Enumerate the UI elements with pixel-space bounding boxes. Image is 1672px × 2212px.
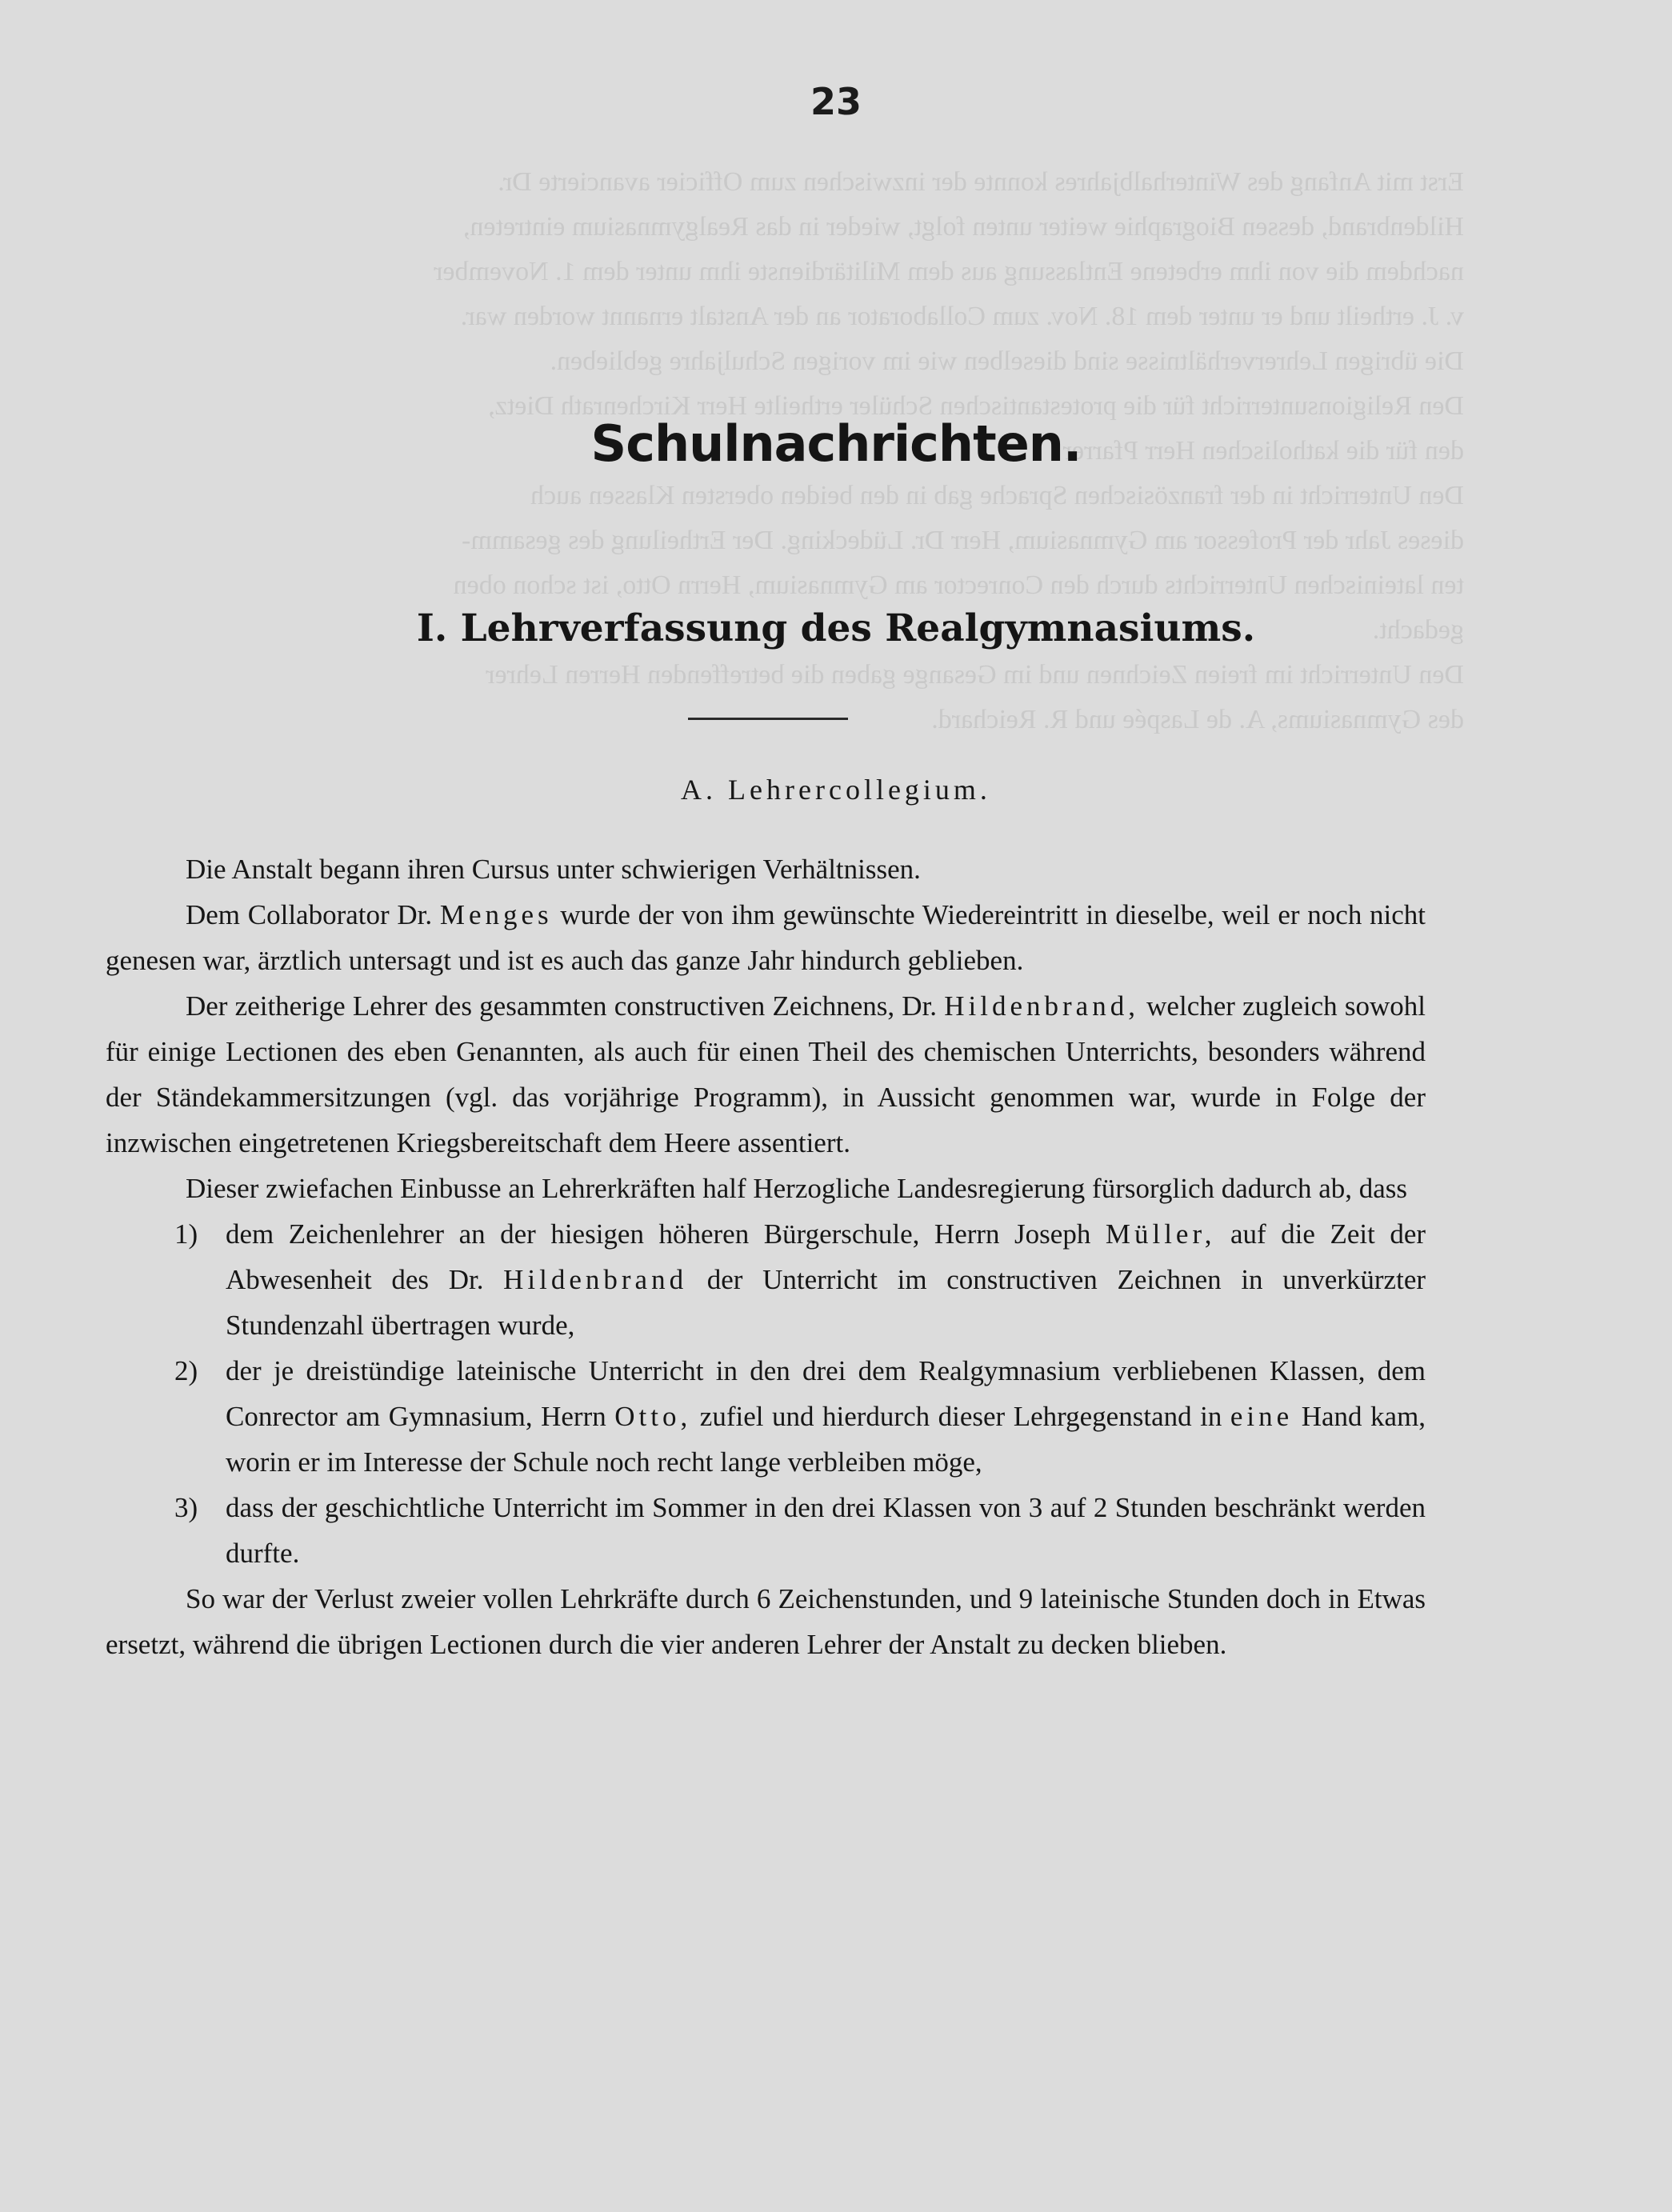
name-otto: Otto, [614, 1401, 692, 1432]
page-number: 23 [810, 80, 862, 123]
list-text: auf die Zeit der Abwesenheit des Dr. [226, 1218, 1426, 1295]
bleed-through-texture: Erst mit Anfang des Winterhalbjahres konnte der inzwischen zum Officier avancierte Dr. Hildenbrand, dessen Biographie weiter unten folgt, wieder in das Realgymnasium eintreten, nachdem die von ihm erbetene Entlassung aus dem Militärdienste ihm unter dem 1. November v. J. ertheilt und er unter dem 18. Nov. zum Collaborator an der Anstalt ernannt worden war. Die übrigen Lehrerverhältnisse sind dieselben wie im vorigen Schuljahre geblieben. Den Religionsunterricht für die protestantischen Schüler ertheilte Herr Kirchenrath Dietz, den für die katholischen Herr Pfarrer Den Unterricht in der französischen Sprache gab in den beiden obersten Klassen auch dieses Jahr der Professor am Gymnasium, Herr Dr. Lüdecking. Der Ertheilung des gesamm- ten lateinischen Unterrichts durch den Conrector am Gymnasium, Herrn Otto, ist schon oben gedacht. Den Unterricht im freien Zeichnen und im Gesange gaben die betreffenden Herren Lehrer des Gymnasiums, A. de Laspée und R. Reichard. [434, 167, 1464, 734]
paragraph-2 [106, 892, 1426, 983]
divider [688, 718, 848, 720]
emphasis-eine: eine [1230, 1401, 1294, 1432]
list-text: zufiel und hierdurch dieser Lehrgegenstand in [699, 1401, 1222, 1432]
paragraph-2-part-a: Dem Collaborator Dr. [186, 899, 433, 930]
paragraph-1: Die Anstalt begann ihren Cursus unter schwierigen Verhältnissen. [186, 854, 921, 885]
name-menges: Menges [439, 899, 553, 930]
list-item [106, 1485, 1426, 1576]
list-number: 2) [174, 1355, 198, 1386]
list-text: dem Zeichenlehrer an der hiesigen höheren Bürgerschule, Herrn Joseph [226, 1218, 1091, 1250]
list-text: Hand kam, worin er im Interesse der Schule noch recht lange verbleiben möge, [226, 1401, 1426, 1478]
list-number: 1) [174, 1218, 198, 1250]
list-text: dass der geschichtliche Unterricht im Sommer in den drei Klassen von 3 auf 2 Stunden beschränkt werden durfte. [226, 1492, 1426, 1569]
paragraph-2-part-b: wurde der von ihm gewünschte Wiedereintritt in dieselbe, weil er noch nicht genesen war, ärztlich untersagt und ist es auch das ganze Jahr hindurch geblieben. [106, 899, 1426, 976]
paragraph-3-part-b: welcher zugleich sowohl für einige Lectionen des eben Genannten, als auch für einen Theil des chemischen Unterrichts, besonders während der Ständekammersitzungen (vgl. das vorjährige Programm), in Aussicht genommen war, wurde in Folge der inzwischen eingetretenen Kriegsbereitschaft dem Heere assentiert. [106, 990, 1426, 1158]
name-hildenbrand: Hildenbrand [503, 1264, 688, 1295]
paragraph-5: So war der Verlust zweier vollen Lehrkräfte durch 6 Zeichenstunden, und 9 lateinische Stunden doch in Etwas ersetzt, während die übrigen Lectionen durch die vier anderen Lehrer der Anstalt zu decken blieben. [106, 1583, 1426, 1660]
subsection-heading: A. Lehrercollegium. [681, 774, 991, 806]
paragraph-4: Dieser zwiefachen Einbusse an Lehrerkräften half Herzogliche Landesregierung fürsorglich dadurch ab, dass [186, 1173, 1408, 1204]
paragraph-3-part-a: Der zeitherige Lehrer des gesammten constructiven Zeichnens, Dr. [186, 990, 938, 1022]
name-hildenbrand: Hildenbrand, [944, 990, 1139, 1022]
section-heading: I. Lehrverfassung des Realgymnasiums. [416, 606, 1256, 650]
list-text: der je dreistündige lateinische Unterricht in den drei dem Realgymnasium verbliebenen Klassen, dem Conrector am Gymnasium, Herrn [226, 1355, 1426, 1432]
measures-list [106, 1211, 1426, 1576]
page-title: Schulnachrichten. [590, 414, 1082, 473]
list-item [106, 1348, 1426, 1485]
body-text [106, 846, 1426, 1667]
list-text: der Unterricht im constructiven Zeichnen in unverkürzter Stundenzahl übertragen wurde, [226, 1264, 1426, 1341]
name-mueller: Müller, [1105, 1218, 1216, 1250]
paragraph-3 [106, 983, 1426, 1166]
list-item [106, 1211, 1426, 1348]
list-number: 3) [174, 1492, 198, 1523]
